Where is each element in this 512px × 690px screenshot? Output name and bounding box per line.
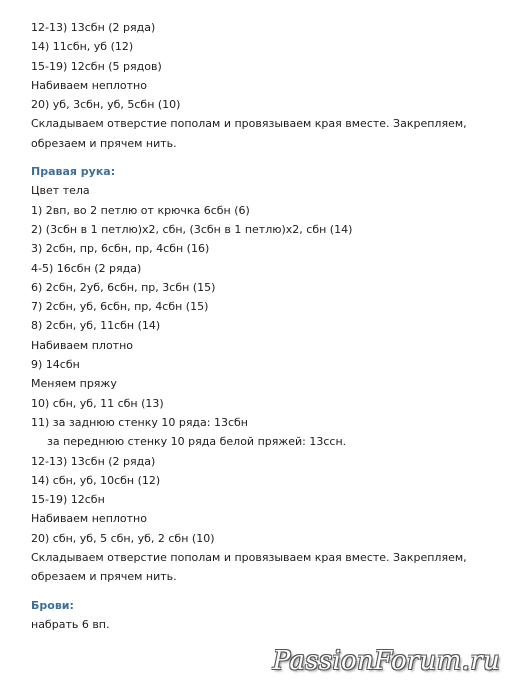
- instruction-line: 15-19) 12сбн (5 рядов): [31, 59, 162, 73]
- section-brows: [31, 596, 501, 635]
- instruction-line: Набиваем неплотно: [31, 78, 147, 92]
- instruction-line: 7) 2сбн, уб, 6сбн, пр, 4сбн (15): [31, 300, 209, 314]
- instruction-line: 3) 2сбн, пр, 6сбн, пр, 4сбн (16): [31, 242, 210, 256]
- instruction-line: 20) уб, 3сбн, уб, 5сбн (10): [31, 98, 181, 112]
- instruction-line: 1) 2вп, во 2 петлю от крючка 6сбн (6): [31, 203, 250, 217]
- instruction-line-indented: за переднюю стенку 10 ряда белой пряжей: 13ссн.: [47, 435, 347, 449]
- instruction-line: 11) за заднюю стенку 10 ряда: 13сбн: [31, 415, 249, 429]
- instruction-line: 12-13) 13сбн (2 ряда): [31, 21, 156, 34]
- section-right-arm: [31, 162, 501, 587]
- instruction-line: обрезаем и прячем нить.: [31, 570, 177, 584]
- site-watermark: PassionForum.ru: [272, 646, 500, 676]
- instruction-line: 4-5) 16сбн (2 ряда): [31, 261, 142, 275]
- instruction-line: 20) сбн, уб, 5 сбн, уб, 2 сбн (10): [31, 531, 215, 545]
- instruction-line: 14) сбн, уб, 10сбн (12): [31, 473, 161, 487]
- instruction-line: обрезаем и прячем нить.: [31, 136, 177, 150]
- instruction-line: 12-13) 13сбн (2 ряда): [31, 454, 156, 468]
- instruction-line: 14) 11сбн, уб (12): [31, 40, 134, 54]
- section-top: [31, 18, 501, 153]
- document-body: [31, 18, 501, 634]
- instruction-line: Складываем отверстие пополам и провязываем края вместе. Закрепляем,: [31, 117, 467, 131]
- instruction-line: 15-19) 12сбн: [31, 493, 105, 507]
- instruction-line: Меняем пряжу: [31, 377, 117, 391]
- instruction-line: набрать 6 вп.: [31, 617, 110, 631]
- instruction-line: 10) сбн, уб, 11 сбн (13): [31, 396, 164, 410]
- instruction-line: Набиваем неплотно: [31, 512, 147, 526]
- instruction-line: 6) 2сбн, 2уб, 6сбн, пр, 3сбн (15): [31, 280, 216, 294]
- instruction-line: 9) 14сбн: [31, 358, 80, 372]
- section-heading-brows: Брови:: [31, 598, 74, 612]
- instruction-line: 8) 2сбн, уб, 11сбн (14): [31, 319, 161, 333]
- section-heading-right-arm: Правая рука:: [31, 165, 116, 179]
- instruction-line: Набиваем плотно: [31, 338, 134, 352]
- instruction-line: Складываем отверстие пополам и провязываем края вместе. Закрепляем,: [31, 551, 467, 565]
- instruction-line: Цвет тела: [31, 184, 90, 198]
- instruction-line: 2) (3сбн в 1 петлю)х2, сбн, (3сбн в 1 петлю)х2, сбн (14): [31, 222, 353, 236]
